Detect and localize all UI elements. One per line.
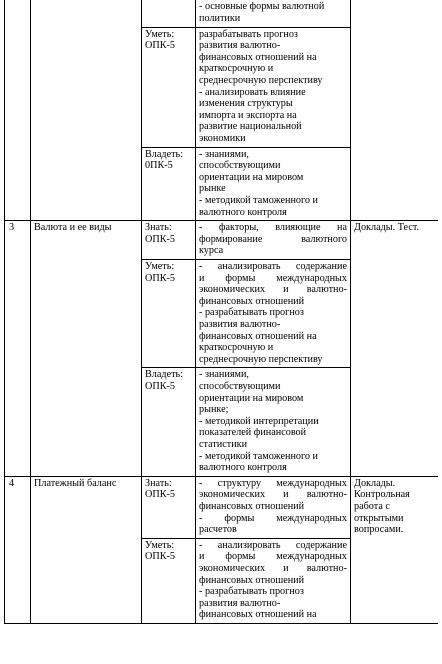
description-line: экономических и валютно-	[199, 489, 347, 501]
description-line: - разрабатывать прогноз	[199, 307, 304, 319]
assessment-line: Доклады.	[354, 477, 396, 489]
description-line: финансовых отношений на	[199, 609, 317, 621]
description-line: расчетов	[199, 524, 237, 536]
competency-code-cell	[142, 221, 196, 260]
competency-description-cell	[196, 476, 351, 538]
assessment-cell	[351, 0, 439, 221]
competency-description-cell	[196, 0, 351, 27]
description-line: среднесрочную перспективу	[199, 75, 323, 87]
assessment-cell	[351, 221, 439, 477]
description-line: - методикой таможенного и	[199, 195, 319, 207]
description-line: финансовых отношений	[199, 501, 305, 513]
topic-number-cell: 3	[5, 221, 31, 477]
competency-level: Уметь:	[145, 261, 175, 273]
table-row	[5, 0, 439, 27]
description-line: финансовых отношений на	[199, 51, 317, 63]
description-line: - методикой интерпретации	[199, 415, 319, 427]
description-line: и формы международных	[199, 272, 347, 284]
topic-title-cell: Платежный баланс	[31, 476, 142, 623]
competency-code-cell	[142, 538, 196, 623]
description-line: показателей финансовой	[199, 427, 307, 439]
topic-title-cell	[31, 0, 142, 221]
competency-level: Владеть:	[145, 369, 184, 381]
description-line: экономических и валютно-	[199, 563, 347, 575]
competency-description-cell	[196, 538, 351, 623]
description-line: финансовых отношений	[199, 574, 305, 586]
assessment-line: открытыми	[354, 512, 404, 524]
description-line: - анализировать влияние	[199, 86, 306, 98]
description-line: развития валютно-	[199, 40, 281, 52]
competency-code: ОПК-5	[145, 272, 175, 284]
description-line: - основные формы валютной	[199, 1, 325, 12]
competency-level: Знать:	[145, 222, 172, 234]
description-line: изменения структуры	[199, 98, 293, 110]
description-line: способствующими	[199, 381, 281, 393]
description-line: - структуру международных	[199, 477, 347, 489]
competency-description-cell	[196, 27, 351, 147]
description-line: среднесрочную перспективу	[199, 353, 323, 365]
competency-level: Уметь:	[145, 539, 175, 551]
competency-description-cell	[196, 221, 351, 260]
competency-level: Уметь:	[145, 28, 175, 40]
description-line: способствующими	[199, 160, 281, 172]
description-line: - формы международных	[199, 512, 347, 524]
competency-code-cell	[142, 476, 196, 538]
description-line: - анализировать содержание	[199, 539, 347, 551]
assessment-line: вопросами.	[354, 524, 404, 536]
description-line: политики	[199, 12, 241, 24]
competency-code-cell	[142, 147, 196, 221]
assessment-line: Контрольная	[354, 489, 410, 501]
description-line: ориентации на мировом	[199, 171, 304, 183]
description-line: валютного контроля	[199, 462, 287, 474]
description-line: курса	[199, 245, 224, 257]
competency-code-cell	[142, 368, 196, 476]
competency-code: ОПК-5	[145, 40, 175, 52]
description-line: и формы международных	[199, 551, 347, 563]
description-line: - факторы, влияющие на	[199, 222, 347, 234]
assessment-cell	[351, 476, 439, 623]
description-line: - знаниями,	[199, 148, 249, 160]
competency-code: ОПК-5	[145, 489, 175, 501]
competency-table	[4, 0, 438, 624]
assessment-line: Доклады. Тест.	[354, 222, 420, 234]
description-line: краткосрочную и	[199, 342, 274, 354]
competency-code-cell	[142, 27, 196, 147]
description-line: формирование валютного	[199, 233, 347, 245]
competency-description-cell	[196, 260, 351, 368]
topic-number-cell: 4	[5, 476, 31, 623]
competency-code: 0ПК-5	[145, 160, 173, 172]
competency-code-cell	[142, 260, 196, 368]
competency-description-cell	[196, 147, 351, 221]
description-line: экономических и валютно-	[199, 284, 347, 296]
competency-code-cell	[142, 0, 196, 27]
assessment-line: работа с	[354, 501, 390, 513]
description-line: развитие национальной	[199, 121, 302, 133]
table-row	[5, 221, 439, 260]
topic-title-cell: Валюта и ее виды	[31, 221, 142, 477]
description-line: - разрабатывать прогноз	[199, 586, 304, 598]
competency-level: Знать:	[145, 477, 172, 489]
description-line: ориентации на мировом	[199, 392, 304, 404]
description-line: развития валютно-	[199, 319, 281, 331]
description-line: финансовых отношений	[199, 295, 305, 307]
description-line: краткосрочную и	[199, 63, 274, 75]
description-line: разрабатывать прогноз	[199, 28, 298, 40]
description-line: валютного контроля	[199, 206, 287, 218]
competency-code: ОПК-5	[145, 381, 175, 393]
description-line: экономики	[199, 133, 246, 145]
description-line: - знаниями,	[199, 369, 249, 381]
topic-number-cell	[5, 0, 31, 221]
competency-level: Владеть:	[145, 148, 184, 160]
description-line: - методикой таможенного и	[199, 450, 319, 462]
description-line: рынке	[199, 183, 226, 195]
competency-code: ОПК-5	[145, 233, 175, 245]
description-line: импорта и экспорта на	[199, 109, 297, 121]
document-page	[4, 0, 438, 664]
table-row	[5, 476, 439, 538]
competency-description-cell	[196, 368, 351, 476]
competency-code: ОПК-5	[145, 551, 175, 563]
description-line: - анализировать содержание	[199, 261, 347, 273]
description-line: рынке;	[199, 404, 229, 416]
description-line: статистики	[199, 439, 248, 451]
description-line: финансовых отношений на	[199, 330, 317, 342]
description-line: развития валютно-	[199, 597, 281, 609]
